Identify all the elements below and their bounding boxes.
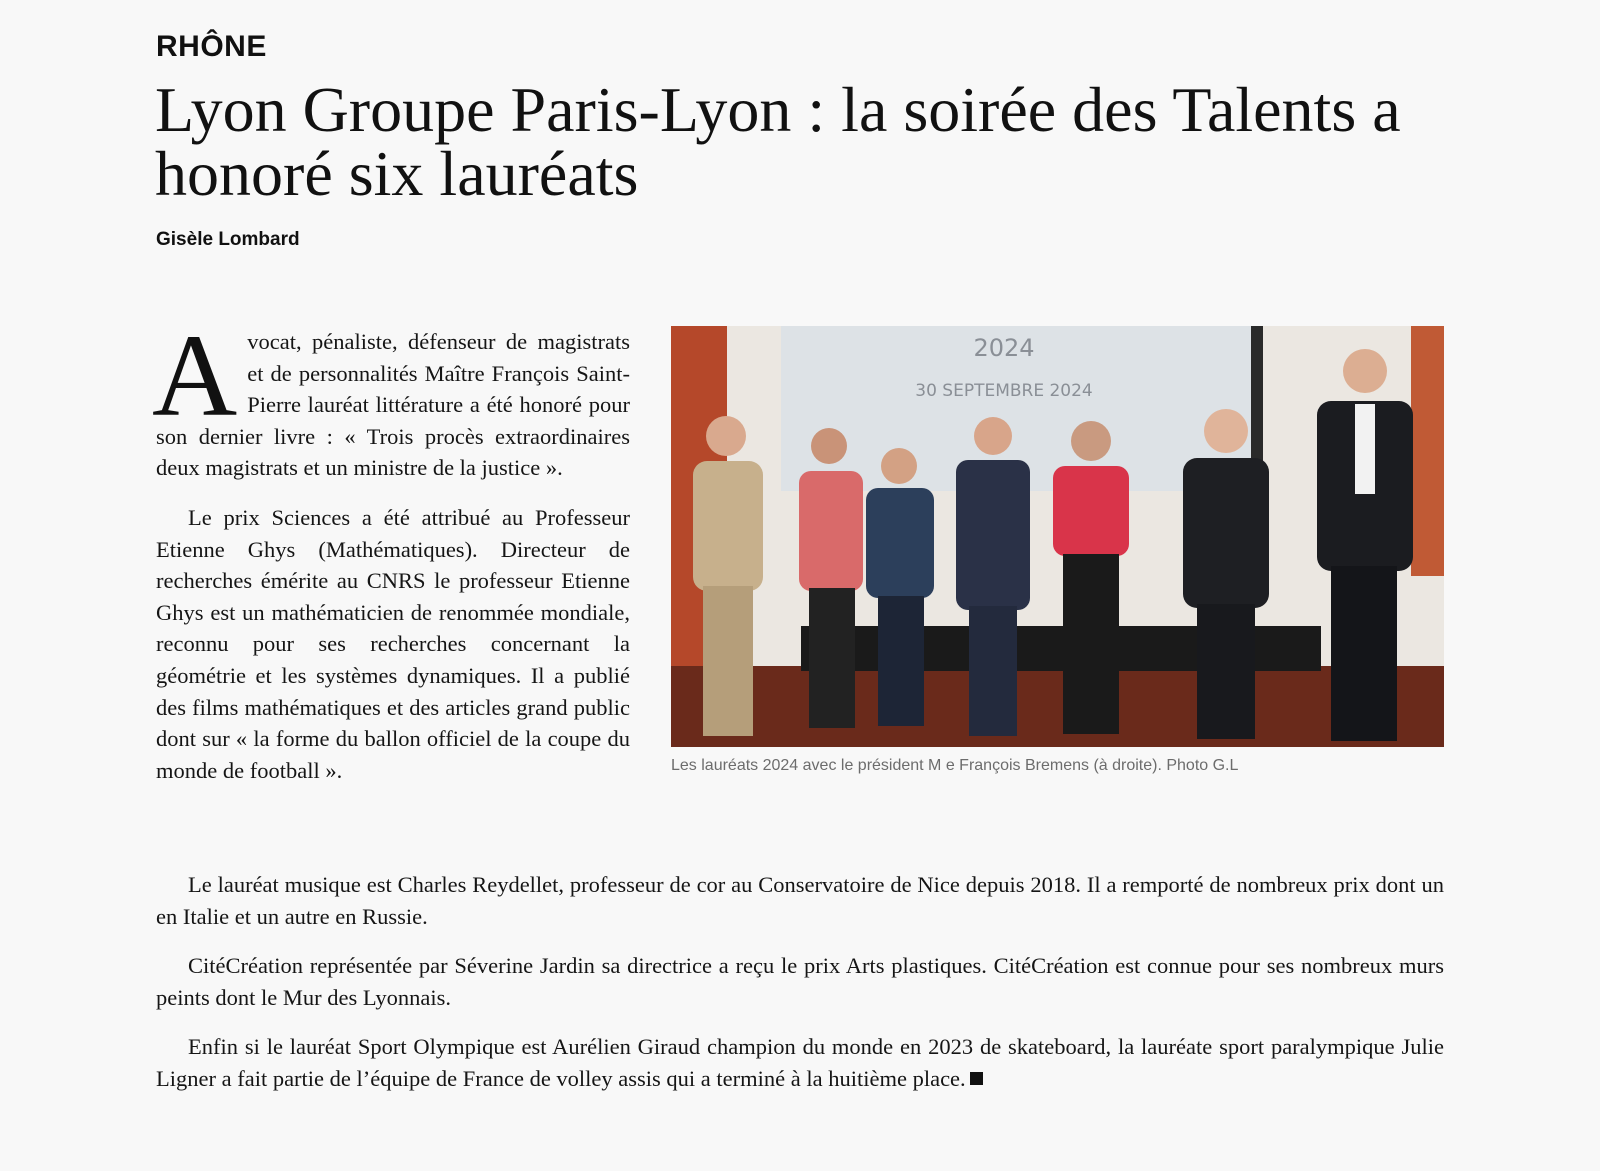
photo-person-5 bbox=[1053, 421, 1129, 734]
photo-person-1 bbox=[693, 416, 763, 736]
black-square-icon bbox=[970, 1072, 983, 1085]
article-paragraph-3: Le lauréat musique est Charles Reydellet, professeur de cor au Conservatoire de Nice depuis 2018. Il a remporté de nombreux prix dont un en Italie et un autre en Russie. bbox=[156, 872, 1444, 929]
drop-cap: A bbox=[152, 310, 238, 441]
photo-screen-year: 2024 bbox=[973, 334, 1035, 362]
article-column-full bbox=[156, 869, 1444, 1095]
section-kicker: RHÔNE bbox=[156, 30, 267, 63]
author-byline: Gisèle Lombard bbox=[156, 229, 300, 250]
photo-screen-date: 30 SEPTEMBRE 2024 bbox=[915, 381, 1093, 401]
paragraph-1-text: vocat, pénaliste, défenseur de magistrats et de personnalités Maître François Saint-Pierre lauréat littérature a été honoré pour son dernier livre : « Trois procès extraordinaires deux magistrats et un ministre de la justice ». bbox=[156, 329, 630, 481]
photo-caption: Les lauréats 2024 avec le président M e François Bremens (à droite). Photo G.L bbox=[671, 757, 1239, 774]
photo-illustration bbox=[671, 326, 1444, 747]
paragraph-5-text: Enfin si le lauréat Sport Olympique est Aurélien Giraud champion du monde en 2023 de skateboard, la lauréate sport paralympique Julie Ligner a fait partie de l’équipe de France de volley assis qui a terminé à la huitième place. bbox=[156, 1034, 1444, 1091]
article-column-left bbox=[152, 310, 630, 786]
article-headline: Lyon Groupe Paris-Lyon : la soirée des Talents a honoré six lauréats bbox=[155, 74, 1401, 209]
article-paragraph-4: CitéCréation représentée par Séverine Jardin sa directrice a reçu le prix Arts plastiques. CitéCréation est connue pour ses nombreux murs peints dont le Mur des Lyonnais. bbox=[156, 953, 1444, 1010]
article-photo bbox=[671, 326, 1444, 747]
photo-curtain-right bbox=[1411, 326, 1444, 576]
article-paragraph-5 bbox=[156, 1031, 1444, 1094]
photo-floor bbox=[671, 666, 1444, 747]
article-paragraph-1 bbox=[152, 310, 630, 484]
article-paragraph-2: Le prix Sciences a été attribué au Professeur Etienne Ghys (Mathématiques). Directeur de recherches émérite au CNRS le professeur Etienne Ghys est un mathématicien de renommée mondiale, reconnu pour ses recherches concernant la géométrie et les systèmes dynamiques. Il a publié des films mathématiques et des articles grand public dont sur « la forme du ballon officiel de la coupe du monde de football ». bbox=[156, 504, 630, 783]
